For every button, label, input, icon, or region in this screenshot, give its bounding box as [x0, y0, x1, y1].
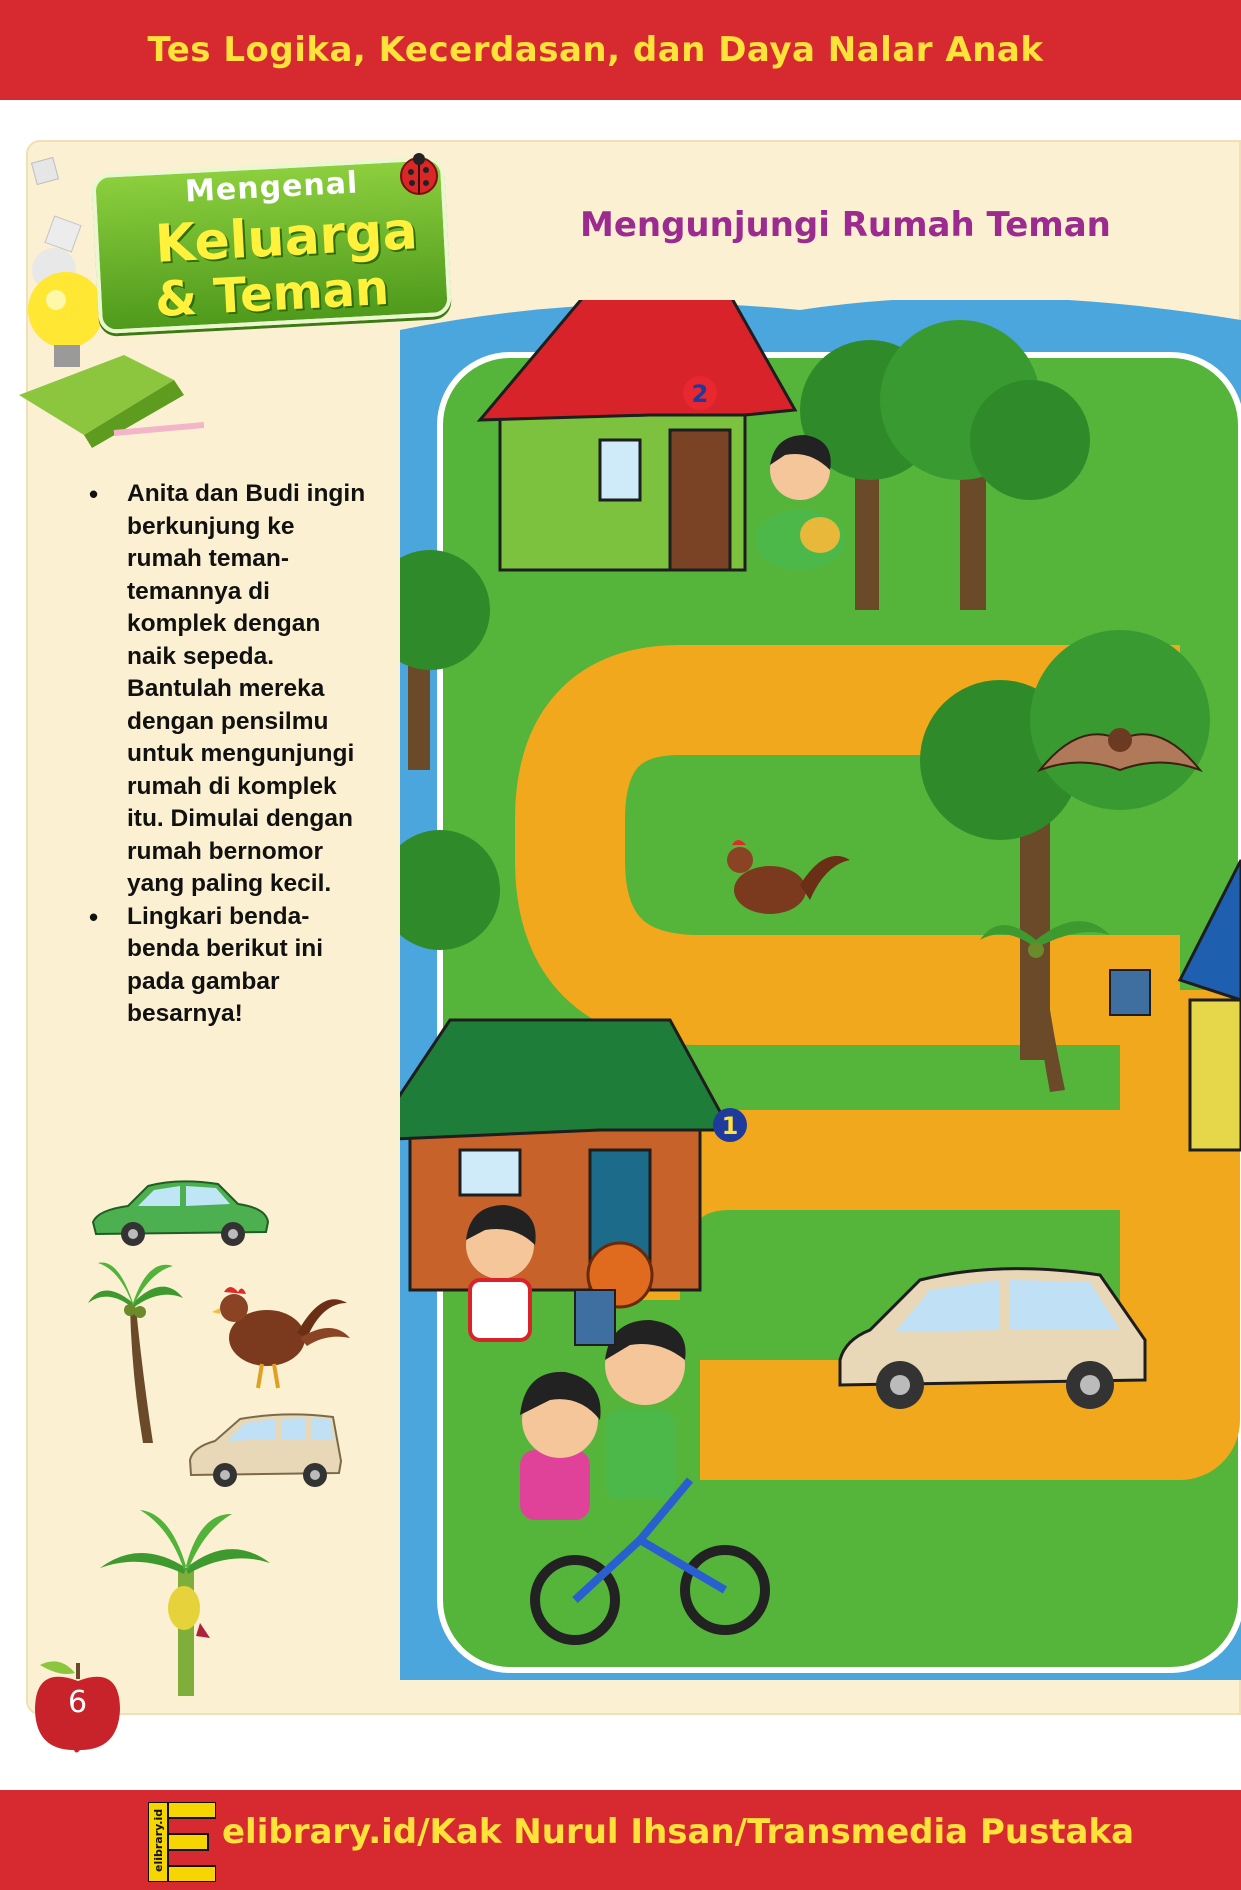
page-header [0, 0, 1241, 100]
coconut-tree-icon [88, 1258, 183, 1448]
badge-line-3: & Teman [153, 259, 391, 329]
instruction-item: • Lingkari benda-benda berikut ini pada gambar besarnya! [85, 901, 375, 1031]
neighborhood-map [400, 300, 1241, 1680]
instruction-item: • Anita dan Budi ingin berkunjung ke rumah teman-temannya di komplek dengan naik sepeda. Bantulah mereka dengan pensilmu untuk mengunjungi rumah di komplek itu. Dimulai dengan rumah bernomor yang paling kecil. [85, 478, 375, 901]
header-title: Tes Logika, Kecerdasan, dan Daya Nalar Anak [147, 30, 1044, 70]
elibrary-logo-icon [148, 1802, 216, 1882]
house-number-2: 2 [691, 380, 709, 408]
instruction-list [85, 478, 375, 1031]
footer-text: elibrary.id/Kak Nurul Ihsan/Transmedia Pustaka [222, 1812, 1135, 1852]
trash-bin-right [1110, 970, 1150, 1015]
section-title: Mengunjungi Rumah Teman [580, 205, 1111, 245]
page-number: 6 [67, 1685, 88, 1720]
badge-line-2: Keluarga [153, 201, 419, 275]
logo-text: elibrary.id [152, 1808, 165, 1872]
beige-van-icon [185, 1405, 345, 1495]
banana-tree-icon [100, 1508, 270, 1698]
trash-bin [575, 1290, 615, 1345]
page-footer [0, 1790, 1241, 1890]
page-number-apple [30, 1655, 125, 1755]
section-badge [95, 150, 445, 329]
house-number-1: 1 [721, 1112, 739, 1140]
badge-line-1: Mengenal [184, 165, 360, 210]
rooster-icon [212, 1278, 352, 1393]
ladybug-icon [395, 150, 443, 198]
green-car-icon [88, 1172, 273, 1252]
